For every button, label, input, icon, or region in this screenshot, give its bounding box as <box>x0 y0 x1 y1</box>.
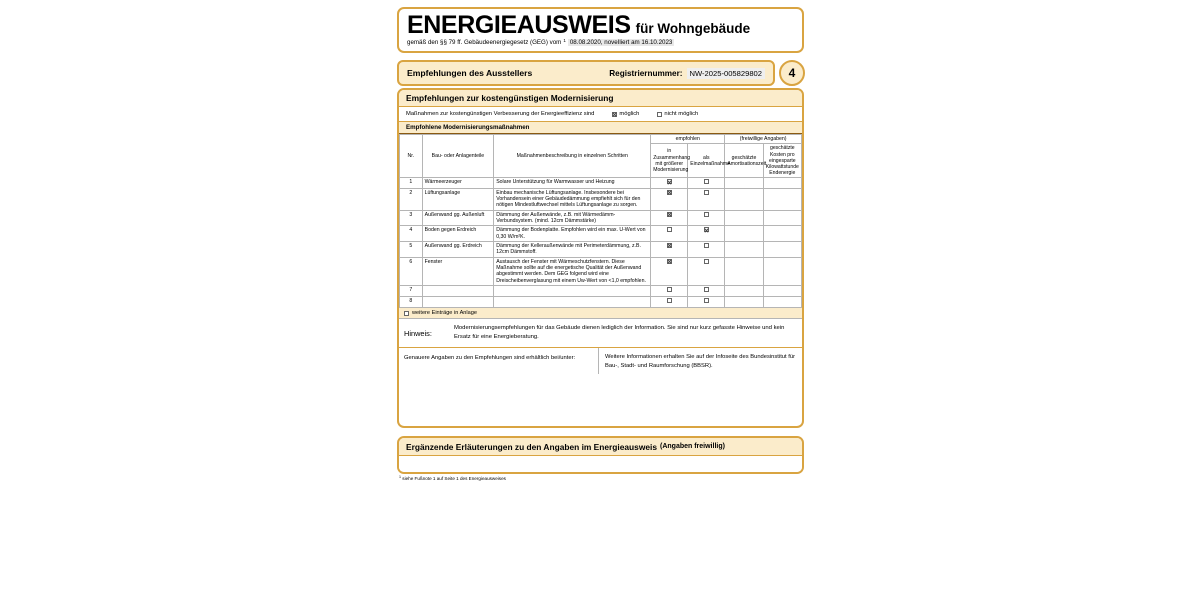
legal-basis-text: gemäß den §§ 79 ff. Gebäudeenergiegesetz (GEG) vom <box>407 39 562 47</box>
table-row <box>400 257 802 285</box>
measures-possible-text: Maßnahmen zur kostengünstigen Verbesserung der Energieeffizienz sind <box>406 111 595 117</box>
cell-description <box>494 286 651 297</box>
page-number-badge: 4 <box>779 60 805 86</box>
measures-possible-row <box>399 107 802 122</box>
cell-zusammenhang-checkbox[interactable] <box>651 188 688 210</box>
cell-einzelmassnahme-checkbox[interactable] <box>688 286 725 297</box>
cell-description: Solare Unterstützung für Warmwasser und Heizung <box>494 178 651 188</box>
col-group-header-freiwillig: (freiwillige Angaben) <box>725 135 802 144</box>
registration-number-value: NW-2025-005829802 <box>687 68 765 79</box>
col-header-nr: Nr. <box>400 135 423 178</box>
cell-description: Dämmung der Bodenplatte. Empfohlen wird ein max. U-Wert von 0,30 W/m²K. <box>494 226 651 242</box>
checkbox-weitere-eintraege-icon[interactable] <box>404 311 409 316</box>
legal-basis-date: 08.08.2020, noveIliert am 16.10.2023 <box>569 39 673 47</box>
measures-table-body <box>400 178 802 308</box>
table-row <box>400 178 802 188</box>
cell-einzelmassnahme-checkbox[interactable] <box>688 297 725 308</box>
table-row <box>400 188 802 210</box>
cell-zusammenhang-checkbox[interactable] <box>651 178 688 188</box>
hinweis-text: Modernisierungsempfehlungen für das Gebäude dienen lediglich der Information. Sie sind nur kurz gefasste Hinweise und kein Ersatz für eine Energieberatung. <box>454 325 785 341</box>
cell-kosten <box>763 188 801 210</box>
measures-possible-yes-option[interactable] <box>612 111 639 117</box>
cell-amortisation <box>725 297 763 308</box>
footnote-marker: 1 <box>563 38 566 44</box>
checkbox-moeglich-icon[interactable] <box>612 112 617 117</box>
contact-row <box>399 348 802 374</box>
cell-amortisation <box>725 257 763 285</box>
cell-nr: 2 <box>400 188 423 210</box>
cell-nr: 7 <box>400 286 423 297</box>
page-subtitle: für Wohngebäude <box>635 21 751 36</box>
cell-einzelmassnahme-checkbox[interactable] <box>688 188 725 210</box>
cell-nr: 3 <box>400 210 423 226</box>
checkbox-nicht-moeglich-icon[interactable] <box>657 112 662 117</box>
col-header-zusammenhang: in Zusammenhang mit größerer Modernisierung <box>651 144 688 178</box>
checkbox-unchecked-icon[interactable] <box>704 287 709 292</box>
checkbox-unchecked-icon[interactable] <box>667 287 672 292</box>
table-row <box>400 226 802 242</box>
checkbox-unchecked-icon[interactable] <box>704 179 709 184</box>
measures-possible-no-option[interactable] <box>657 111 698 117</box>
cell-part: Wärmeerzeuger <box>422 178 494 188</box>
cell-kosten <box>763 257 801 285</box>
cell-kosten <box>763 286 801 297</box>
col-header-amortisation: geschätzte Amortisationszeit <box>725 144 763 178</box>
cell-zusammenhang-checkbox[interactable] <box>651 226 688 242</box>
cell-einzelmassnahme-checkbox[interactable] <box>688 226 725 242</box>
col-header-description: Maßnahmenbeschreibung in einzelnen Schritten <box>494 135 651 178</box>
checkbox-unchecked-icon[interactable] <box>704 190 709 195</box>
table-row <box>400 297 802 308</box>
cell-nr: 5 <box>400 242 423 258</box>
footnote-marker-symbol: 1 <box>399 475 401 479</box>
cell-description: Austausch der Fenster mit Wärmeschutzfenstern. Diese Maßnahme sollte auf die energetische Qualität der Außenwand abgestimmt werden. Dem GEG folgend wird eine Dreischeibenverglasung mit einem Uw-Wert von <1,0 empfohlen. <box>494 257 651 285</box>
measures-possible-yes-label: möglich <box>619 111 640 117</box>
col-header-kosten: geschätzte Kosten pro eingesparte Kilowattstunde Endenergie <box>763 144 801 178</box>
contact-left-text: Genauere Angaben zu den Empfehlungen sind erhältlich bei/unter: <box>399 348 599 374</box>
cell-zusammenhang-checkbox[interactable] <box>651 286 688 297</box>
cell-kosten <box>763 226 801 242</box>
checkbox-unchecked-icon[interactable] <box>704 259 709 264</box>
cell-einzelmassnahme-checkbox[interactable] <box>688 257 725 285</box>
supplementary-title-optional: (Angaben freiwillig) <box>660 443 725 450</box>
checkbox-checked-icon[interactable] <box>667 190 672 195</box>
cell-einzelmassnahme-checkbox[interactable] <box>688 210 725 226</box>
cell-kosten <box>763 242 801 258</box>
table-group-header-row <box>400 135 802 144</box>
cell-nr: 8 <box>400 297 423 308</box>
cell-zusammenhang-checkbox[interactable] <box>651 210 688 226</box>
cell-nr: 1 <box>400 178 423 188</box>
recommendations-panel-title: Empfehlungen zur kostengünstigen Modernisierung <box>399 90 802 107</box>
cell-amortisation <box>725 178 763 188</box>
cell-part: Fenster <box>422 257 494 285</box>
checkbox-unchecked-icon[interactable] <box>704 243 709 248</box>
section-header-title: Empfehlungen des Ausstellers <box>407 68 533 78</box>
checkbox-checked-icon[interactable] <box>704 227 709 232</box>
document-title-block <box>397 7 804 53</box>
supplementary-body-field[interactable] <box>399 456 802 474</box>
cell-amortisation <box>725 188 763 210</box>
cell-kosten <box>763 297 801 308</box>
measures-table-head <box>400 135 802 178</box>
cell-amortisation <box>725 242 763 258</box>
checkbox-unchecked-icon[interactable] <box>667 227 672 232</box>
legal-basis-line <box>407 39 794 46</box>
cell-kosten <box>763 178 801 188</box>
table-row <box>400 286 802 297</box>
checkbox-checked-icon[interactable] <box>667 212 672 217</box>
hinweis-label: Hinweis: <box>404 328 432 338</box>
cell-part: Boden gegen Erdreich <box>422 226 494 242</box>
cell-zusammenhang-checkbox[interactable] <box>651 257 688 285</box>
cell-nr: 4 <box>400 226 423 242</box>
cell-part <box>422 297 494 308</box>
checkbox-unchecked-icon[interactable] <box>704 212 709 217</box>
table-row <box>400 242 802 258</box>
col-header-einzelmassnahme: als Einzelmaßnahme <box>688 144 725 178</box>
footnote-text: siehe Fußnote 1 auf Seite 1 des Energieausweises <box>402 476 506 481</box>
measures-table-label: Empfohlene Modernisierungsmaßnahmen <box>399 122 802 134</box>
contact-right-text: Weitere Informationen erhalten Sie auf der Infoseite des Bundesinstitut für Bau-, Stadt- und Raumforschung (BBSR). <box>605 354 796 369</box>
table-row <box>400 210 802 226</box>
page-footnote <box>399 476 506 481</box>
title-line <box>407 12 794 38</box>
cell-part: Außenwand gg. Außenluft <box>422 210 494 226</box>
cell-description: Dämmung der Kelleraußenwände mit Perimeterdämmung, z.B. 12cm Dämmstoff. <box>494 242 651 258</box>
cell-einzelmassnahme-checkbox[interactable] <box>688 242 725 258</box>
registration-number-label: Registriernummer: <box>609 68 683 78</box>
cell-amortisation <box>725 286 763 297</box>
cell-description <box>494 297 651 308</box>
checkbox-checked-icon[interactable] <box>667 179 672 184</box>
registration-number-group <box>609 68 765 79</box>
cell-description: Dämmung der Außenwände, z.B. mit Wärmedämm-Verbundsystem. (mind. 12cm Dämmstärke) <box>494 210 651 226</box>
cell-description: Einbau mechanische Lüftungsanlage. Insbesondere bei Vorhandensein einer Gebäudedämmung empfiehlt sich für den nötigen Mindestluftwechsel mittels Lüftungsanlage zu sorgen. <box>494 188 651 210</box>
weitere-eintraege-row[interactable] <box>399 308 802 319</box>
cell-part: Außenwand gg. Erdreich <box>422 242 494 258</box>
section-header-bar <box>397 60 775 86</box>
cell-part <box>422 286 494 297</box>
cell-zusammenhang-checkbox[interactable] <box>651 242 688 258</box>
recommendations-panel <box>397 88 804 428</box>
weitere-eintraege-label: weitere Einträge in Anlage <box>412 310 477 317</box>
col-group-header-empfohlen: empfohlen <box>651 135 725 144</box>
measures-table <box>399 134 802 308</box>
supplementary-explanations-panel <box>397 436 804 474</box>
hinweis-block <box>399 319 802 348</box>
supplementary-panel-title <box>399 438 802 456</box>
cell-part: Lüftungsanlage <box>422 188 494 210</box>
measures-possible-no-label: nicht möglich <box>664 111 699 117</box>
checkbox-checked-icon[interactable] <box>667 259 672 264</box>
cell-nr: 6 <box>400 257 423 285</box>
checkbox-unchecked-icon[interactable] <box>704 298 709 303</box>
checkbox-unchecked-icon[interactable] <box>667 298 672 303</box>
cell-einzelmassnahme-checkbox[interactable] <box>688 178 725 188</box>
cell-amortisation <box>725 226 763 242</box>
col-header-part: Bau- oder Anlagenteile <box>422 135 494 178</box>
checkbox-checked-icon[interactable] <box>667 243 672 248</box>
supplementary-title-main: Ergänzende Erläuterungen zu den Angaben im Energieausweis <box>406 441 657 452</box>
page-title: ENERGIEAUSWEIS <box>407 11 631 39</box>
cell-kosten <box>763 210 801 226</box>
cell-zusammenhang-checkbox[interactable] <box>651 297 688 308</box>
cell-amortisation <box>725 210 763 226</box>
